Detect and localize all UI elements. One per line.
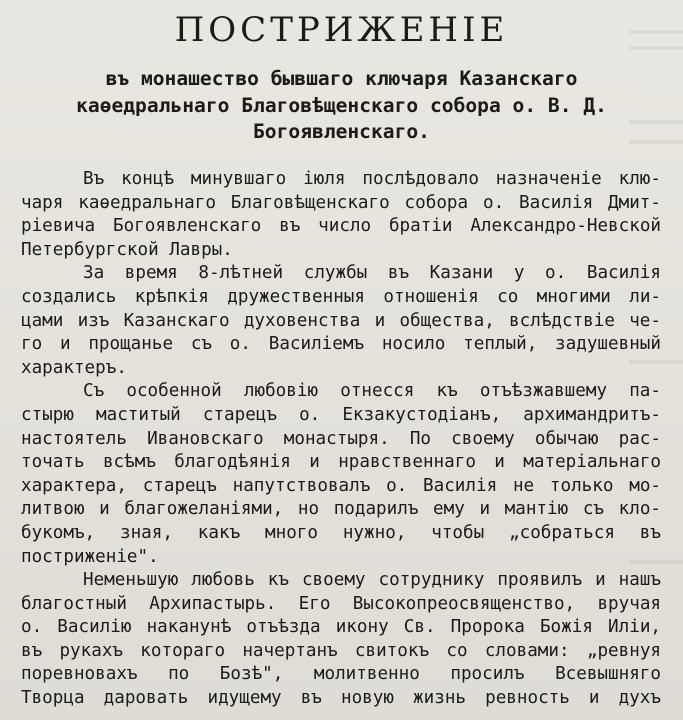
- text-line: букомъ, зная, какъ много нужно, чтобы „собраться въ: [21, 522, 661, 543]
- text-line: стырю маститый старецъ о. Екзакустодіанъ, архимандритъ-: [21, 404, 661, 425]
- text-line: характеръ.: [21, 357, 127, 378]
- text-line: о. Василію наканунѣ отъѣзда икону Св. Пророка Божія Иліи,: [21, 617, 661, 638]
- text-line: Творца даровать идущему въ новую жизнь ревность и духъ: [21, 688, 661, 709]
- text-line: Съ особенной любовію отнесся къ отъѣзжавшему па-: [83, 381, 661, 402]
- subtitle-line: въ монашество бывшаго ключаря Казанскаго: [105, 67, 578, 90]
- paragraph-1: [21, 168, 661, 262]
- text-line: характера, старецъ напутствовалъ о. Василія не только мо-: [21, 475, 661, 496]
- text-line: Неменьшую любовь къ своему сотруднику проявилъ и нашъ: [83, 570, 661, 591]
- text-line: благостный Архипастырь. Его Высокопреосвященство, вручая: [21, 593, 661, 614]
- article-body: [21, 168, 661, 711]
- text-line: постриженіе".: [21, 546, 159, 567]
- text-line: поревновахъ по Бозѣ", молитвенно просилъ Всевышняго: [21, 664, 661, 685]
- text-line: въ рукахъ котораго начертанъ свитокъ со словами: „ревнуя: [21, 640, 661, 661]
- paragraph-3: [21, 380, 661, 569]
- text-line: литвою и благожеланіями, но подарилъ ему и мантію съ кло-: [21, 499, 661, 520]
- article-title: ПОСТРИЖЕНІЕ: [174, 10, 509, 50]
- text-line: Въ концѣ минувшаго іюля послѣдовало назначеніе клю-: [83, 169, 661, 189]
- paragraph-2: [21, 262, 661, 380]
- text-line: цами изъ Казанскаго духовенства и общества, вслѣдствіе че-: [21, 310, 661, 331]
- text-line: точать всѣмъ благодѣянія и нравственнаго и матеріальнаго: [21, 452, 661, 473]
- text-line: За время 8-лѣтней службы въ Казани у о. Василія: [83, 263, 661, 284]
- text-line: го и прощанье съ о. Василіемъ носило теплый, задушевный: [21, 334, 661, 355]
- paragraph-4: [21, 569, 661, 711]
- text-line: создались крѣпкія дружественныя отношенія со многими ли-: [21, 286, 661, 307]
- text-line: чаря каѳедральнаго Благовѣщенскаго собора о. Василія Дмит-: [21, 192, 661, 213]
- subtitle-line: каѳедральнаго Благовѣщенскаго собора о. В. Д.: [76, 93, 607, 117]
- article-subtitle: [20, 66, 663, 146]
- subtitle-line: Богоявленскаго.: [253, 120, 430, 143]
- text-line: настоятель Ивановскаго монастыря. По своему обычаю рас-: [21, 428, 661, 449]
- text-line: Петербургской Лавры.: [21, 239, 233, 260]
- text-line: ріевича Богоявленскаго въ число братіи Александро-Невской: [21, 216, 661, 237]
